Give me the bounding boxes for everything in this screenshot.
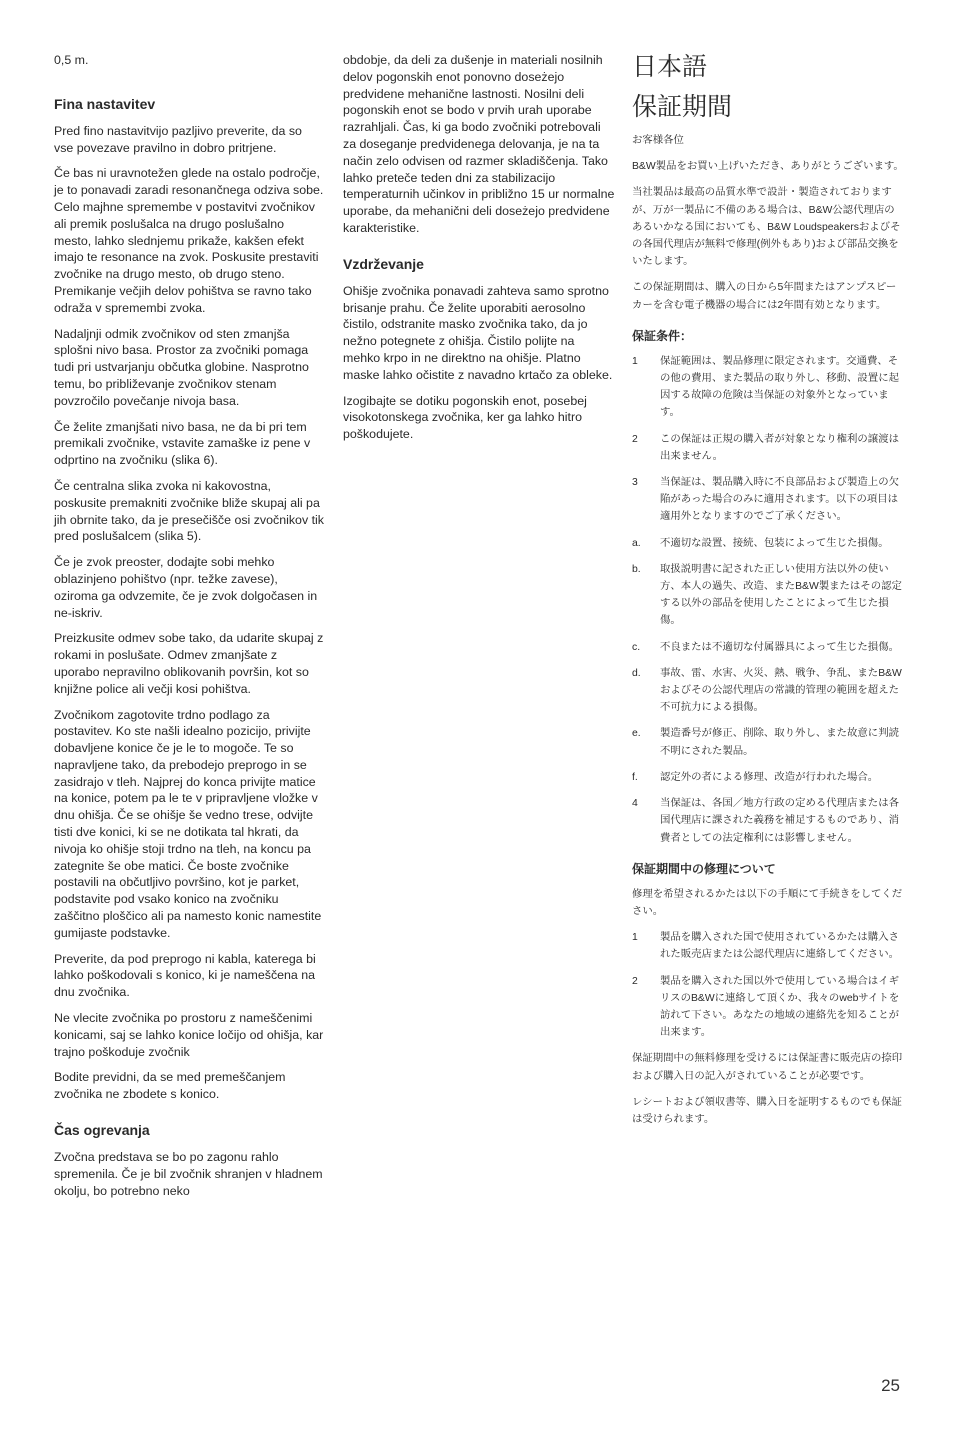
list-text: 認定外の者による修理、改造が行われた場合。 (660, 771, 879, 783)
paragraph: Ne vlecite zvočnika po prostoru z nameščenimi konicami, saj se lahko konice ločijo od ohišja, kar trajno poškoduje zvočnik (54, 1011, 324, 1059)
list-text: 当保証は、各国／地方行政の定める代理店または各国代理店に課された義務を補足するものであり、消費者としての法定権利には影響しません。 (660, 798, 899, 844)
paragraph: 当社製品は最高の品質水準で設計・製造されておりますが、万が一製品に不備のある場合は、B&W公認代理店のあるいかなる国においても、B&W Loudspeakersおよびその各国代理店が無料で修理(例外もあり)および部品交換をいたします。 (632, 187, 901, 268)
list-text: この保証は正規の購入者が対象となり権利の譲渡は出来ません。 (660, 433, 899, 462)
paragraph: Preizkusite odmev sobe tako, da udarite skupaj z rokami in poslušate. Odmev zmanjšate z uporabo nepravilno oblikovanih površin, kot so knjižne police ali večji kosi pohištva. (54, 631, 324, 696)
repair-steps-list (632, 929, 904, 1041)
list-item (632, 795, 904, 847)
fine-tuning-heading: Fina nastavitev (54, 95, 156, 112)
list-marker: 3 (632, 477, 638, 489)
list-text: 製品を購入された国以外で使用している場合はイギリスのB&Wに連絡して頂くか、我々のwebサイトを訪れて下さい。あなたの地域の連絡先を知ることが出来ます。 (660, 975, 900, 1039)
list-item (632, 769, 904, 786)
list-marker: e. (632, 728, 641, 740)
list-marker: 1 (632, 355, 638, 367)
list-marker: c. (632, 641, 641, 653)
list-item (632, 973, 904, 1042)
paragraph: Zvočna predstava se bo po zagonu rahlo spremenila. Če je bil zvočnik shranjen v hladnem okolju, bo potrebno neko (54, 1150, 323, 1198)
list-text: 不適切な設置、接続、包装によって生じた損傷。 (660, 537, 889, 549)
paragraph: Če bas ni uravnotežen glede na ostalo področje, je to ponavadi zaradi resonančnega odziva sobe. Celo majhne spremembe v postavitvi zvočnikov ali premik poslušalca na drugo poslušalno mesto, lahko slednjemu prikaže, kakšen efekt imajo te resonance na zvok. Poskusite prestaviti zvočnike na drugo mesto, ob drugo steno. Premikanje večjih delov pohištva se ravno tako odraža v spremembi zvoka. (54, 166, 324, 315)
page-number: 25 (881, 1376, 900, 1395)
paragraph: Bodite previdni, da se med premeščanjem zvočnika ne zbodete s konico. (54, 1070, 286, 1102)
column-slovenian-2 (343, 52, 615, 452)
paragraph: B&W製品をお買い上げいただき、ありがとうございます。 (632, 161, 904, 173)
list-item (632, 639, 904, 656)
list-item (632, 561, 904, 630)
paragraph: Če je zvok preoster, dodajte sobi mehko oblazinjeno pohištvo (npr. težke zavese), oziroma ga odvzemite, če je zvok dolgočasen in ne-iskriv. (54, 555, 318, 620)
list-marker: a. (632, 537, 641, 549)
conditions-heading: 保証条件： (632, 328, 693, 343)
list-marker: f. (632, 771, 638, 783)
list-marker: 2 (632, 975, 638, 987)
list-item (632, 929, 904, 963)
paragraph: Izogibajte se dotiku pogonskih enot, posebej visokotonskega zvočnika, ker ga lahko hitro poškodujete. (343, 393, 587, 442)
list-marker: 4 (632, 798, 638, 810)
list-marker: d. (632, 667, 641, 679)
list-item (632, 665, 904, 717)
intro-text: 0,5 m. (54, 53, 89, 67)
list-marker: 1 (632, 932, 638, 944)
language-title: 日本語 (632, 53, 708, 81)
greeting: お客様各位 (632, 135, 684, 146)
list-item (632, 431, 904, 465)
list-marker: b. (632, 563, 641, 575)
paragraph: レシートおよび領収書等、購入日を証明するものでも保証は受けられます。 (632, 1096, 902, 1125)
paragraph: 修理を希望されるかたは以下の手順にて手続きをしてください。 (632, 888, 903, 917)
conditions-list (632, 353, 904, 847)
maintenance-heading: Vzdrževanje (343, 255, 424, 272)
list-text: 当保証は、製品購入時に不良部品および製造上の欠陥があった場合のみに適用されます。以下の項目は適用外となりますのでご了承ください。 (660, 477, 899, 523)
column-japanese (632, 52, 904, 1137)
paragraph: Če centralna slika zvoka ni kakovostna, poskusite premakniti zvočnike bliže skupaj ali pa jih obrnite tako, da je presečišče osi zvočnikov tik pred poslušalcem (slika 5). (54, 478, 324, 544)
list-text: 製品を購入された国で使用されているかたは購入された販売店または公認代理店に連絡してください。 (660, 932, 899, 961)
list-item (632, 474, 904, 526)
paragraph: Zvočnikom zagotovite trdno podlago za postavitev. Ko ste našli idealno pozicijo, privijte dobavljene konice če je le to mogoče. Te so napravljene tako, da prebodejo preprogo in se zasidrajo v tleh. Najprej do konca privijte matice na konice, potem pa le te v pripravljene vložke v dnu ohišja. Če se ohišje še vedno trese, odvijte tisti dve konici, ki se ne dotikata tal hkrati, da nivoja ko ohišje stoji trdno na tleh, na koncu pa zategnite še obe matici. Če boste zvočnike postavili na občutljivo površino, kot je parket, podstavite pod vsako konico na zvočniku zaščitno ploščico ali pa namesto konic namestite gumijaste podstavke. (54, 707, 322, 940)
list-marker: 2 (632, 433, 638, 445)
list-item (632, 725, 904, 759)
list-text: 事故、雷、水害、火災、熱、戦争、争乱、またB&Wおよびその公認代理店の常識的管理の範囲を超えた不可抗力による損傷。 (660, 667, 902, 714)
list-text: 保証範囲は、製品修理に限定されます。交通費、その他の費用、また製品の取り外し、移動、設置に起因する故障の危険は当保証の対象外となっています。 (660, 355, 899, 419)
warm-up-heading: Čas ogrevanja (54, 1122, 150, 1139)
paragraph: 保証期間中の無料修理を受けるには保証書に販売店の捺印および購入日の記入がされていることが必要です。 (632, 1053, 903, 1082)
paragraph: Preverite, da pod preprogo ni kabla, katerega bi lahko poškodovali s konico, ki je nameščena na dnu zvočnika. (54, 951, 316, 1000)
repair-heading: 保証期間中の修理について (632, 861, 776, 876)
paragraph: Nadaljnji odmik zvočnikov od sten zmanjša splošni nivo basa. Prostor za zvočniki pomaga tudi pri ustvarjanju občutka globine. Nasprotno temu, bo približevanje zvočnikov stenam povzročilo povečanje nivoja basa. (54, 326, 309, 408)
paragraph: obdobje, da deli za dušenje in materiali nosilnih delov pogonskih enot ponovno doseżejo predvidene mehanične lastnosti. Nosilni deli pogonskih enot se bodo v prvih urah uporabe razrahljali. Čas, ki ga bodo zvočniki potrebovali za doseganje predvidenega delovanja, je na ta način zelo odvisen od razmer skladiščenja. Tako lahko preteče teden dni za stabilizacijo temperaturnih učinkov in približno 15 ur normalne uporabe, da mehanični deli doseżejo predvidene karakteristike. (343, 53, 615, 235)
paragraph: この保証期間は、購入の日から5年間またはアンプスピーカーを含む電子機器の場合には2年間有効となります。 (632, 282, 897, 311)
list-text: 不良または不適切な付属器具によって生じた損傷。 (660, 641, 899, 653)
list-item (632, 353, 904, 422)
warranty-title: 保証期間 (632, 93, 733, 121)
list-text: 製造番号が修正、削除、取り外し、また故意に判読不明にされた製品。 (660, 728, 899, 757)
paragraph: Če želite zmanjšati nivo basa, ne da bi pri tem premikali zvočnike, vstavite zamaške iz pene v odprtino na zvočniku (slika 6). (54, 419, 311, 468)
paragraph: Pred fino nastavitvijo pazljivo preverite, da so vse povezave pravilno in dobro pritrjene. (54, 123, 302, 155)
column-slovenian-1 (54, 52, 324, 1208)
list-item (632, 535, 904, 552)
paragraph: Ohišje zvočnika ponavadi zahteva samo sprotno brisanje prahu. Če želite uporabiti aerosolno čistilo, odstranite masko zvočnika tako, da jo nežno potegnete z ohišja. Čistilo polijte na mehko krpo in ne direktno na ohišje. Platno maske lahko očistite z navadno krtačo za obleke. (343, 283, 613, 382)
list-text: 取扱説明書に記された正しい使用方法以外の使い方、本人の過失、改造、またB&W製またはその認定する以外の部品を使用したことによって生じた損傷。 (660, 563, 902, 627)
